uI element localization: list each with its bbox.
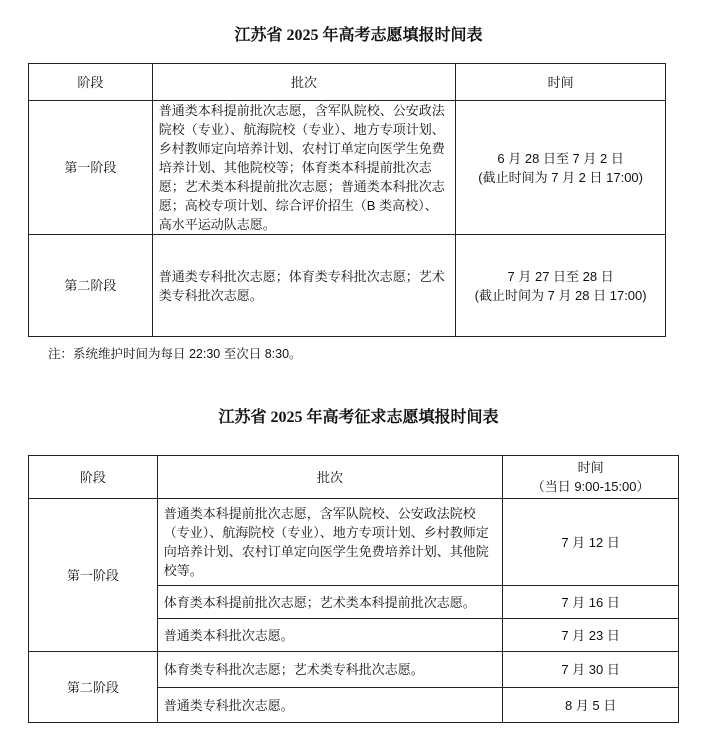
time-cell: 7 月 30 日 [503, 652, 679, 688]
header-time-label: 时间 [577, 460, 604, 475]
time-range: 7 月 27 日至 28 日 [507, 268, 614, 284]
maintenance-note: 注：系统维护时间为每日 22:30 至次日 8:30。 [48, 347, 302, 361]
time-cell: 7 月 16 日 [503, 586, 679, 619]
header-time-sub: （当日 9:00-15:00） [531, 479, 650, 494]
stage-cell: 第一阶段 [29, 101, 153, 235]
deadline: (截止时间为 7 月 2 日 17:00) [478, 169, 643, 185]
time-cell [456, 235, 666, 337]
header-time [503, 456, 679, 499]
table-row [29, 499, 679, 586]
time-cell: 8 月 5 日 [503, 688, 679, 723]
batch-cell: 体育类专科批次志愿；艺术类专科批次志愿。 [157, 652, 502, 688]
time-cell [456, 101, 666, 235]
table-row [29, 101, 666, 235]
table-row [29, 652, 679, 688]
stage-cell: 第二阶段 [29, 235, 153, 337]
stage-cell: 第二阶段 [29, 652, 158, 723]
time-range: 6 月 28 日至 7 月 2 日 [497, 150, 624, 166]
batch-cell: 普通类本科提前批次志愿，含军队院校、公安政法院校（专业）、航海院校（专业）、地方专项计划、乡村教师定向培养计划、农村订单定向医学生免费培养计划、其他院校等；体育类本科提前批次志愿；艺术类本科提前批次志愿；普通类本科批次志愿；高校专项计划、综合评价招生（B 类高校）、高水平运动队志愿。 [152, 101, 455, 235]
batch-cell: 普通类专科批次志愿。 [157, 688, 502, 723]
time-cell: 7 月 12 日 [503, 499, 679, 586]
table1-title: 江苏省 2025 年高考志愿填报时间表 [234, 27, 483, 44]
header-batch: 批次 [152, 64, 455, 101]
batch-cell: 普通类本科提前批次志愿，含军队院校、公安政法院校（专业）、航海院校（专业）、地方专项计划、乡村教师定向培养计划、农村订单定向医学生免费培养计划、其他院校等。 [157, 499, 502, 586]
time-cell: 7 月 23 日 [503, 619, 679, 652]
deadline: (截止时间为 7 月 28 日 17:00) [474, 287, 647, 303]
header-stage: 阶段 [29, 456, 158, 499]
table-row [29, 235, 666, 337]
schedule-table-2 [28, 455, 679, 723]
table2-title: 江苏省 2025 年高考征求志愿填报时间表 [218, 409, 499, 426]
stage-cell: 第一阶段 [29, 499, 158, 652]
schedule-table-1 [28, 63, 666, 337]
header-stage: 阶段 [29, 64, 153, 101]
batch-cell: 普通类专科批次志愿；体育类专科批次志愿；艺术类专科批次志愿。 [152, 235, 455, 337]
batch-cell: 体育类本科提前批次志愿；艺术类本科提前批次志愿。 [157, 586, 502, 619]
header-time: 时间 [456, 64, 666, 101]
batch-cell: 普通类本科批次志愿。 [157, 619, 502, 652]
header-batch: 批次 [157, 456, 502, 499]
